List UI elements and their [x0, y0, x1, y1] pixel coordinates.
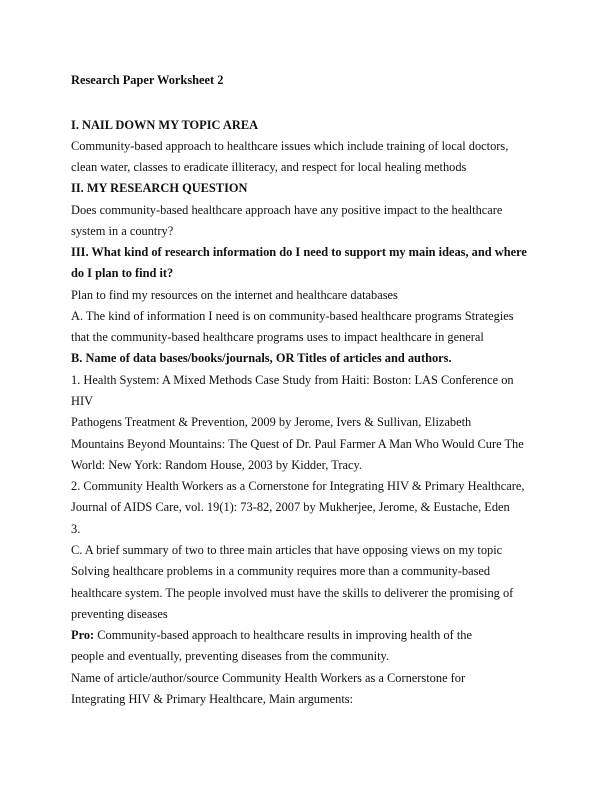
pro-label: Pro: — [71, 628, 95, 642]
reference-line: 1. Health System: A Mixed Methods Case Study from Haiti: Boston: LAS Conference on — [71, 373, 514, 387]
section-1-heading: I. NAIL DOWN MY TOPIC AREA — [71, 118, 259, 132]
reference-line: 3. — [71, 522, 81, 536]
article-name-line: Integrating HIV & Primary Healthcare, Main arguments: — [71, 692, 354, 706]
reference-line: Journal of AIDS Care, vol. 19(1): 73-82, 2007 by Mukherjee, Jerome, & Eustache, Eden — [71, 500, 510, 514]
section-3-heading: do I plan to find it? — [71, 266, 174, 280]
section-1-text-line: clean water, classes to eradicate illiteracy, and respect for local healing methods — [71, 160, 467, 174]
part-b-heading: B. Name of data bases/books/journals, OR Titles of articles and authors. — [71, 351, 452, 365]
reference-line: Mountains Beyond Mountains: The Quest of Dr. Paul Farmer A Man Who Would Cure The — [71, 437, 524, 451]
reference-line: HIV — [71, 394, 94, 408]
article-name-line: Name of article/author/source Community Health Workers as a Cornerstone for — [71, 671, 466, 685]
worksheet-title: Research Paper Worksheet 2 — [71, 73, 224, 87]
section-2-text-line: Does community-based healthcare approach have any positive impact to the healthcare — [71, 203, 503, 217]
part-c-text-line: Solving healthcare problems in a community requires more than a community-based — [71, 564, 491, 578]
section-2-text-line: system in a country? — [71, 224, 174, 238]
section-3-text-line: Plan to find my resources on the internet and healthcare databases — [71, 288, 398, 302]
reference-line: 2. Community Health Workers as a Cornerstone for Integrating HIV & Primary Healthcare, — [71, 479, 525, 493]
section-1-text-line: Community-based approach to healthcare issues which include training of local doctors, — [71, 139, 509, 153]
part-c-text-line: healthcare system. The people involved must have the skills to deliverer the promising of — [71, 586, 514, 600]
reference-line: World: New York: Random House, 2003 by Kidder, Tracy. — [71, 458, 362, 472]
part-a-text-line: A. The kind of information I need is on community-based healthcare programs Strategies — [71, 309, 514, 323]
section-3-heading: III. What kind of research information do I need to support my main ideas, and where — [71, 245, 527, 259]
part-c-text-line: preventing diseases — [71, 607, 168, 621]
section-2-heading: II. MY RESEARCH QUESTION — [71, 181, 248, 195]
pro-text: Community-based approach to healthcare results in improving health of the — [94, 628, 472, 642]
pro-line — [71, 627, 472, 643]
reference-line: Pathogens Treatment & Prevention, 2009 by Jerome, Ivers & Sullivan, Elizabeth — [71, 415, 472, 429]
pro-text-line: people and eventually, preventing diseases from the community. — [71, 649, 390, 663]
part-a-text-line: that the community-based healthcare programs uses to impact healthcare in general — [71, 330, 484, 344]
part-c-text-line: C. A brief summary of two to three main articles that have opposing views on my topic — [71, 543, 503, 557]
